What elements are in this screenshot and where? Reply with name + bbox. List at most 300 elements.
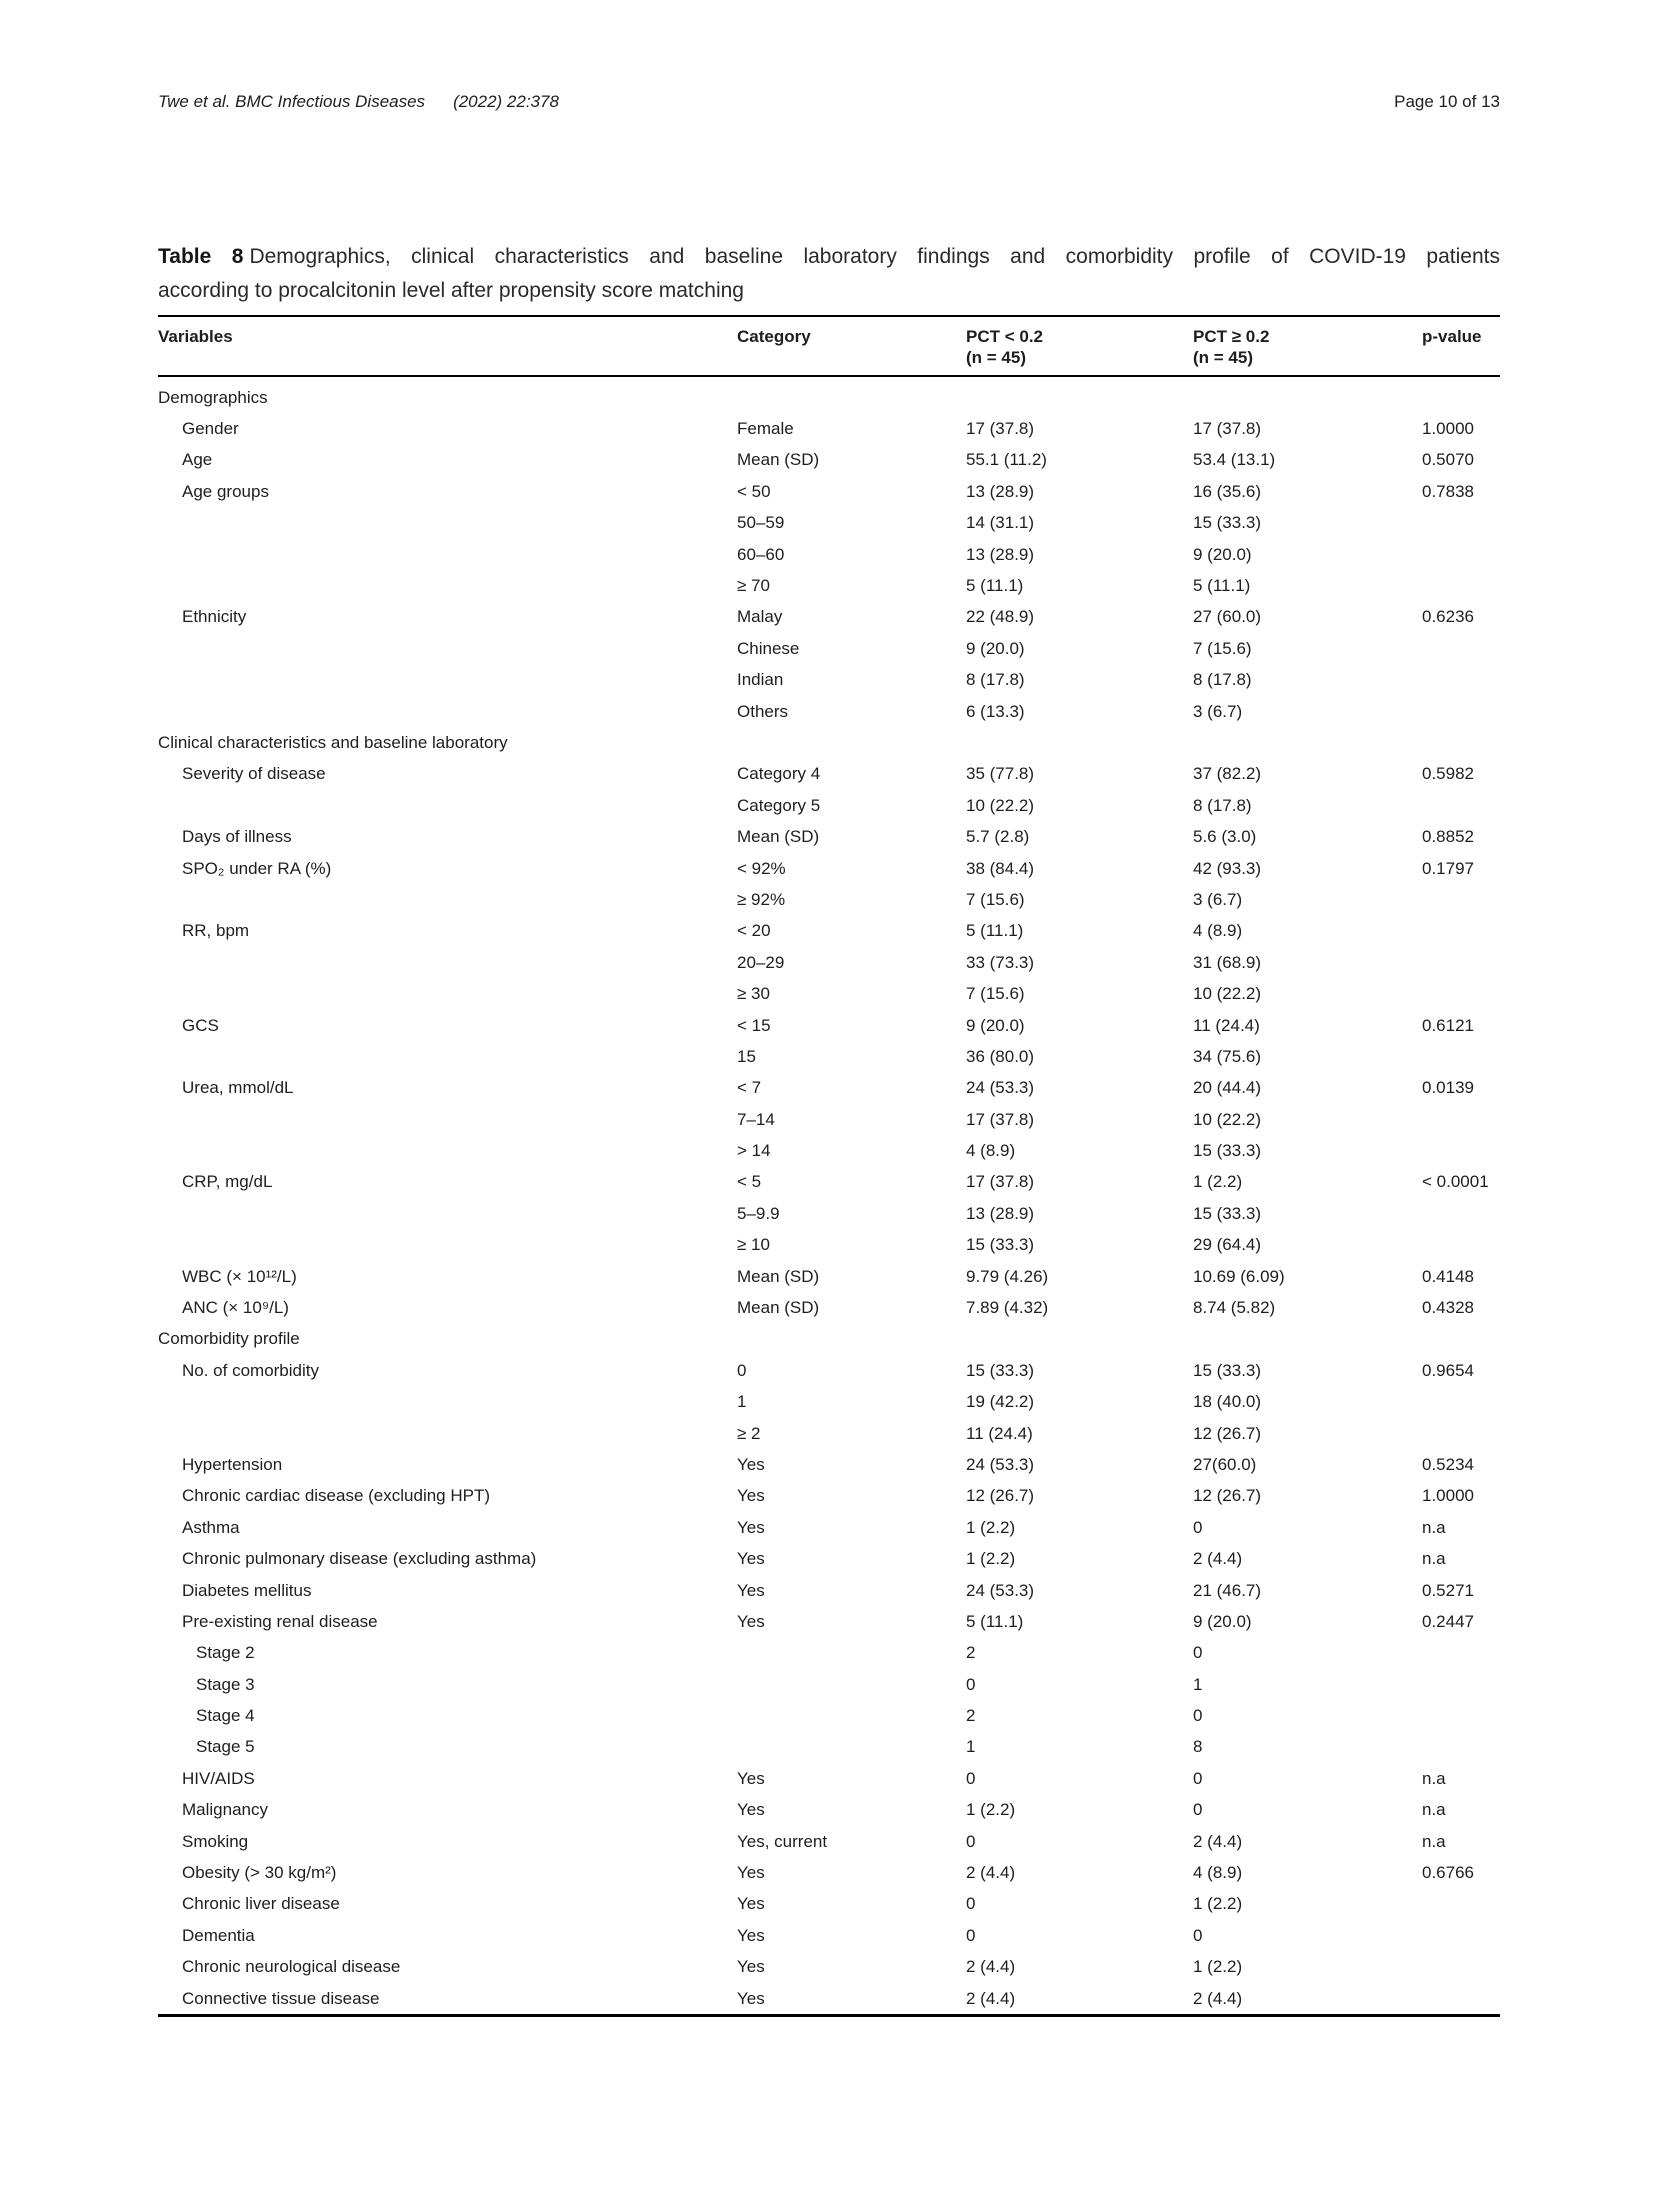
table-row bbox=[158, 1763, 1500, 1794]
section-row bbox=[158, 376, 1500, 413]
pct-high-cell: 0 bbox=[1193, 1517, 1203, 1537]
category-cell: ≥ 30 bbox=[737, 984, 770, 1004]
table-row bbox=[158, 1010, 1500, 1041]
table-label: Table 8 bbox=[158, 245, 244, 268]
variable-cell: Obesity (> 30 kg/m²) bbox=[182, 1863, 337, 1883]
pct-low-cell: 13 (28.9) bbox=[966, 1203, 1035, 1223]
table-row bbox=[158, 790, 1500, 821]
pct-low-cell: 35 (77.8) bbox=[966, 764, 1035, 784]
variable-cell: Diabetes mellitus bbox=[182, 1580, 312, 1600]
pct-low-cell: 8 (17.8) bbox=[966, 670, 1025, 690]
table-row bbox=[158, 1167, 1500, 1198]
table-row bbox=[158, 1983, 1500, 2016]
table-row bbox=[158, 570, 1500, 601]
p-value-cell bbox=[1422, 1669, 1500, 1700]
variable-cell bbox=[158, 1387, 737, 1418]
table-row bbox=[158, 1732, 1500, 1763]
p-value-cell: 0.5982 bbox=[1422, 764, 1474, 784]
table-row bbox=[158, 1952, 1500, 1983]
pct-low-cell: 17 (37.8) bbox=[966, 1109, 1035, 1129]
col-header-pct-low bbox=[966, 316, 1193, 376]
pct-low-cell: 0 bbox=[966, 1674, 976, 1694]
table-row bbox=[158, 1292, 1500, 1323]
variable-cell: RR, bpm bbox=[182, 921, 250, 941]
table-row bbox=[158, 1920, 1500, 1951]
p-value-cell bbox=[1422, 978, 1500, 1009]
pct-high-cell: 34 (75.6) bbox=[1193, 1046, 1262, 1066]
pct-high-cell: 0 bbox=[1193, 1800, 1203, 1820]
pct-high-cell: 27 (60.0) bbox=[1193, 607, 1262, 627]
variable-cell: Pre-existing renal disease bbox=[182, 1611, 378, 1631]
pct-low-cell: 17 (37.8) bbox=[966, 419, 1035, 439]
variable-cell: SPO₂ under RA (%) bbox=[182, 858, 332, 878]
table-row bbox=[158, 539, 1500, 570]
table-row bbox=[158, 1418, 1500, 1449]
category-cell bbox=[737, 1732, 966, 1763]
pct-high-cell: 2 (4.4) bbox=[1193, 1549, 1243, 1569]
col-header-category bbox=[737, 316, 966, 376]
table-row bbox=[158, 602, 1500, 633]
variable-cell: Chronic pulmonary disease (excluding asthma) bbox=[182, 1549, 537, 1569]
pct-low-cell: 38 (84.4) bbox=[966, 858, 1035, 878]
category-cell: Yes bbox=[737, 1800, 765, 1820]
category-cell: < 15 bbox=[737, 1015, 771, 1035]
p-value-cell bbox=[1422, 1732, 1500, 1763]
variable-cell bbox=[158, 1198, 737, 1229]
section-row bbox=[158, 727, 1500, 758]
variable-cell: Severity of disease bbox=[182, 764, 326, 784]
demographics-table bbox=[158, 315, 1500, 2017]
p-value-cell bbox=[1422, 884, 1500, 915]
pct-low-cell: 5 (11.1) bbox=[966, 576, 1024, 596]
table-row bbox=[158, 1449, 1500, 1480]
col-header-title: PCT < 0.2 bbox=[966, 327, 1044, 346]
category-cell: Mean (SD) bbox=[737, 450, 820, 470]
category-cell: < 7 bbox=[737, 1078, 762, 1098]
variable-cell bbox=[158, 696, 737, 727]
category-cell: Yes, current bbox=[737, 1831, 828, 1851]
p-value-cell: 0.9654 bbox=[1422, 1360, 1474, 1380]
pct-high-cell: 15 (33.3) bbox=[1193, 513, 1262, 533]
p-value-cell: n.a bbox=[1422, 1831, 1446, 1851]
table-row bbox=[158, 1261, 1500, 1292]
p-value-cell: < 0.0001 bbox=[1422, 1172, 1489, 1192]
p-value-cell bbox=[1422, 1700, 1500, 1731]
variable-cell: Connective tissue disease bbox=[182, 1988, 380, 2008]
p-value-cell bbox=[1422, 665, 1500, 696]
caption-line-1 bbox=[158, 240, 1500, 274]
p-value-cell bbox=[1422, 1983, 1500, 2016]
pct-high-cell: 15 (33.3) bbox=[1193, 1203, 1262, 1223]
p-value-cell bbox=[1422, 1104, 1500, 1135]
pct-high-cell: 8 (17.8) bbox=[1193, 670, 1252, 690]
p-value-cell: 1.0000 bbox=[1422, 1486, 1474, 1506]
col-header-p-value bbox=[1422, 316, 1500, 376]
table-row bbox=[158, 759, 1500, 790]
pct-low-cell: 2 (4.4) bbox=[966, 1863, 1016, 1883]
table-row bbox=[158, 1481, 1500, 1512]
variable-cell: Ethnicity bbox=[182, 607, 247, 627]
pct-high-cell: 10 (22.2) bbox=[1193, 984, 1262, 1004]
table-row bbox=[158, 1857, 1500, 1888]
p-value-cell: 0.5070 bbox=[1422, 450, 1474, 470]
pct-high-cell: 9 (20.0) bbox=[1193, 544, 1252, 564]
variable-cell: Urea, mmol/dL bbox=[182, 1078, 294, 1098]
pct-high-cell: 12 (26.7) bbox=[1193, 1423, 1262, 1443]
pct-low-cell: 4 (8.9) bbox=[966, 1141, 1016, 1161]
variable-cell: Age bbox=[182, 450, 213, 470]
p-value-cell: 0.8852 bbox=[1422, 827, 1474, 847]
pct-low-cell: 14 (31.1) bbox=[966, 513, 1035, 533]
p-value-cell bbox=[1422, 508, 1500, 539]
pct-high-cell: 0 bbox=[1193, 1768, 1203, 1788]
category-cell bbox=[737, 376, 966, 413]
category-cell: Yes bbox=[737, 1925, 765, 1945]
category-cell: ≥ 2 bbox=[737, 1423, 761, 1443]
variable-cell: ANC (× 10⁹/L) bbox=[182, 1298, 289, 1318]
pct-high-cell: 8.74 (5.82) bbox=[1193, 1298, 1276, 1318]
pct-low-cell: 12 (26.7) bbox=[966, 1486, 1035, 1506]
p-value-cell bbox=[1422, 727, 1500, 758]
table-row bbox=[158, 1104, 1500, 1135]
category-cell: 7–14 bbox=[737, 1109, 775, 1129]
pct-high-cell: 0 bbox=[1193, 1706, 1203, 1726]
variable-cell: Demographics bbox=[158, 387, 268, 407]
pct-high-cell: 4 (8.9) bbox=[1193, 921, 1243, 941]
pct-low-cell: 7 (15.6) bbox=[966, 889, 1025, 909]
table-row bbox=[158, 821, 1500, 852]
variable-cell bbox=[158, 978, 737, 1009]
pct-high-cell: 9 (20.0) bbox=[1193, 1611, 1252, 1631]
p-value-cell: n.a bbox=[1422, 1768, 1446, 1788]
variable-cell: Clinical characteristics and baseline laboratory bbox=[158, 732, 508, 752]
pct-high-cell: 1 (2.2) bbox=[1193, 1894, 1243, 1914]
category-cell: ≥ 10 bbox=[737, 1235, 770, 1255]
table-row bbox=[158, 665, 1500, 696]
table-row bbox=[158, 1355, 1500, 1386]
table-row bbox=[158, 1826, 1500, 1857]
table-row bbox=[158, 1669, 1500, 1700]
category-cell: 20–29 bbox=[737, 952, 785, 972]
pct-low-cell bbox=[966, 1324, 1193, 1355]
category-cell: Female bbox=[737, 419, 794, 439]
category-cell: Yes bbox=[737, 1517, 765, 1537]
variable-cell bbox=[158, 1104, 737, 1135]
p-value-cell bbox=[1422, 539, 1500, 570]
variable-cell: Stage 3 bbox=[196, 1674, 255, 1694]
category-cell: Yes bbox=[737, 1894, 765, 1914]
pct-low-cell: 13 (28.9) bbox=[966, 544, 1035, 564]
table-row bbox=[158, 978, 1500, 1009]
pct-high-cell: 4 (8.9) bbox=[1193, 1863, 1243, 1883]
pct-low-cell: 1 (2.2) bbox=[966, 1549, 1016, 1569]
caption-text-2: according to procalcitonin level after propensity score matching bbox=[158, 279, 744, 302]
pct-high-cell: 42 (93.3) bbox=[1193, 858, 1262, 878]
col-header-title: PCT ≥ 0.2 bbox=[1193, 327, 1270, 346]
category-cell: Category 4 bbox=[737, 764, 821, 784]
pct-high-cell: 53.4 (13.1) bbox=[1193, 450, 1276, 470]
p-value-cell: 1.0000 bbox=[1422, 419, 1474, 439]
pct-low-cell: 36 (80.0) bbox=[966, 1046, 1035, 1066]
pct-low-cell: 13 (28.9) bbox=[966, 481, 1035, 501]
variable-cell bbox=[158, 790, 737, 821]
pct-low-cell: 2 (4.4) bbox=[966, 1957, 1016, 1977]
variable-cell: GCS bbox=[182, 1015, 219, 1035]
pct-high-cell: 21 (46.7) bbox=[1193, 1580, 1262, 1600]
variable-cell: Smoking bbox=[182, 1831, 249, 1851]
p-value-cell bbox=[1422, 696, 1500, 727]
p-value-cell bbox=[1422, 1324, 1500, 1355]
col-header-variables bbox=[158, 316, 737, 376]
pct-high-cell: 2 (4.4) bbox=[1193, 1988, 1243, 2008]
pct-low-cell: 9.79 (4.26) bbox=[966, 1266, 1049, 1286]
pct-high-cell: 29 (64.4) bbox=[1193, 1235, 1262, 1255]
variable-cell: Chronic cardiac disease (excluding HPT) bbox=[182, 1486, 491, 1506]
pct-low-cell: 1 bbox=[966, 1737, 976, 1757]
variable-cell bbox=[158, 539, 737, 570]
category-cell: Indian bbox=[737, 670, 784, 690]
pct-low-cell: 11 (24.4) bbox=[966, 1423, 1033, 1443]
pct-high-cell: 27(60.0) bbox=[1193, 1454, 1257, 1474]
p-value-cell bbox=[1422, 570, 1500, 601]
pct-low-cell: 24 (53.3) bbox=[966, 1454, 1035, 1474]
category-cell: Yes bbox=[737, 1863, 765, 1883]
table-row bbox=[158, 1638, 1500, 1669]
pct-low-cell bbox=[966, 376, 1193, 413]
page-number: Page 10 of 13 bbox=[1394, 92, 1500, 111]
col-header-pct-high bbox=[1193, 316, 1422, 376]
p-value-cell: 0.6121 bbox=[1422, 1015, 1474, 1035]
table-row bbox=[158, 445, 1500, 476]
pct-low-cell: 15 (33.3) bbox=[966, 1360, 1035, 1380]
section-row bbox=[158, 1324, 1500, 1355]
category-cell: > 14 bbox=[737, 1141, 771, 1161]
pct-high-cell: 0 bbox=[1193, 1643, 1203, 1663]
pct-low-cell: 7 (15.6) bbox=[966, 984, 1025, 1004]
category-cell: Yes bbox=[737, 1768, 765, 1788]
pct-high-cell: 3 (6.7) bbox=[1193, 889, 1243, 909]
category-cell: < 92% bbox=[737, 858, 786, 878]
p-value-cell: 0.4148 bbox=[1422, 1266, 1474, 1286]
variable-cell bbox=[158, 570, 737, 601]
p-value-cell: 0.5271 bbox=[1422, 1580, 1474, 1600]
p-value-cell bbox=[1422, 947, 1500, 978]
variable-cell: WBC (× 10¹²/L) bbox=[182, 1266, 297, 1286]
category-cell: < 5 bbox=[737, 1172, 762, 1192]
pct-high-cell: 8 bbox=[1193, 1737, 1203, 1757]
pct-high-cell: 2 (4.4) bbox=[1193, 1831, 1243, 1851]
pct-low-cell: 10 (22.2) bbox=[966, 795, 1035, 815]
variable-cell bbox=[158, 947, 737, 978]
p-value-cell bbox=[1422, 1418, 1500, 1449]
variable-cell bbox=[158, 633, 737, 664]
journal-citation bbox=[158, 92, 559, 112]
variable-cell: Dementia bbox=[182, 1925, 255, 1945]
table-row bbox=[158, 1073, 1500, 1104]
pct-low-cell: 9 (20.0) bbox=[966, 1015, 1025, 1035]
p-value-cell: 0.0139 bbox=[1422, 1078, 1474, 1098]
p-value-cell bbox=[1422, 790, 1500, 821]
variable-cell: No. of comorbidity bbox=[182, 1360, 319, 1380]
p-value-cell: 0.2447 bbox=[1422, 1611, 1474, 1631]
category-cell: Category 5 bbox=[737, 795, 821, 815]
pct-low-cell: 9 (20.0) bbox=[966, 638, 1025, 658]
pct-low-cell: 7.89 (4.32) bbox=[966, 1298, 1049, 1318]
variable-cell bbox=[158, 1230, 737, 1261]
variable-cell: Chronic liver disease bbox=[182, 1894, 340, 1914]
category-cell: ≥ 70 bbox=[737, 576, 770, 596]
pct-high-cell: 8 (17.8) bbox=[1193, 795, 1252, 815]
p-value-cell: 0.6236 bbox=[1422, 607, 1474, 627]
category-cell: Yes bbox=[737, 1988, 765, 2008]
col-header-title: Variables bbox=[158, 327, 233, 346]
table-row bbox=[158, 916, 1500, 947]
table-row bbox=[158, 884, 1500, 915]
pct-low-cell: 0 bbox=[966, 1925, 976, 1945]
table-row bbox=[158, 1700, 1500, 1731]
category-cell: Malay bbox=[737, 607, 783, 627]
category-cell bbox=[737, 1324, 966, 1355]
category-cell: 50–59 bbox=[737, 513, 785, 533]
p-value-cell bbox=[1422, 1952, 1500, 1983]
pct-low-cell: 33 (73.3) bbox=[966, 952, 1035, 972]
p-value-cell bbox=[1422, 376, 1500, 413]
pct-low-cell: 19 (42.2) bbox=[966, 1392, 1035, 1412]
table-row bbox=[158, 947, 1500, 978]
p-value-cell bbox=[1422, 1387, 1500, 1418]
category-cell: Yes bbox=[737, 1611, 765, 1631]
p-value-cell: 0.6766 bbox=[1422, 1863, 1474, 1883]
pct-high-cell bbox=[1193, 1324, 1422, 1355]
pct-high-cell: 1 bbox=[1193, 1674, 1203, 1694]
table-row bbox=[158, 1512, 1500, 1543]
category-cell: 60–60 bbox=[737, 544, 785, 564]
pct-low-cell: 17 (37.8) bbox=[966, 1172, 1035, 1192]
pct-high-cell: 20 (44.4) bbox=[1193, 1078, 1262, 1098]
p-value-cell: 0.1797 bbox=[1422, 858, 1474, 878]
category-cell: Mean (SD) bbox=[737, 1266, 820, 1286]
p-value-cell bbox=[1422, 1920, 1500, 1951]
pct-high-cell: 10 (22.2) bbox=[1193, 1109, 1262, 1129]
pct-high-cell: 7 (15.6) bbox=[1193, 638, 1252, 658]
pct-high-cell bbox=[1193, 727, 1422, 758]
variable-cell: Age groups bbox=[182, 481, 269, 501]
table-row bbox=[158, 1041, 1500, 1072]
pct-low-cell: 24 (53.3) bbox=[966, 1580, 1035, 1600]
category-cell: Yes bbox=[737, 1957, 765, 1977]
pct-high-cell: 1 (2.2) bbox=[1193, 1172, 1243, 1192]
category-cell: Chinese bbox=[737, 638, 800, 658]
caption-text-1: Demographics, clinical characteristics and baseline laboratory findings and comorbidity profile of COVID-19 patients bbox=[249, 245, 1500, 268]
category-cell: < 50 bbox=[737, 481, 771, 501]
pct-high-cell: 17 (37.8) bbox=[1193, 419, 1262, 439]
pct-high-cell: 16 (35.6) bbox=[1193, 481, 1262, 501]
pct-low-cell: 2 bbox=[966, 1643, 976, 1663]
category-cell: Yes bbox=[737, 1580, 765, 1600]
p-value-cell: 0.4328 bbox=[1422, 1298, 1474, 1318]
variable-cell: Malignancy bbox=[182, 1800, 268, 1820]
table-row bbox=[158, 476, 1500, 507]
variable-cell: HIV/AIDS bbox=[182, 1768, 255, 1788]
pct-low-cell: 22 (48.9) bbox=[966, 607, 1035, 627]
table-row bbox=[158, 1606, 1500, 1637]
table-row bbox=[158, 1198, 1500, 1229]
pct-low-cell: 0 bbox=[966, 1768, 976, 1788]
category-cell: Yes bbox=[737, 1486, 765, 1506]
p-value-cell bbox=[1422, 1638, 1500, 1669]
table-row bbox=[158, 1795, 1500, 1826]
pct-low-cell: 2 bbox=[966, 1706, 976, 1726]
variable-cell: Comorbidity profile bbox=[158, 1329, 300, 1349]
pct-low-cell: 0 bbox=[966, 1831, 976, 1851]
category-cell: Yes bbox=[737, 1549, 765, 1569]
pct-high-cell: 5 (11.1) bbox=[1193, 576, 1251, 596]
pct-high-cell: 11 (24.4) bbox=[1193, 1015, 1260, 1035]
category-cell: Yes bbox=[737, 1454, 765, 1474]
p-value-cell: 0.5234 bbox=[1422, 1454, 1474, 1474]
table-row bbox=[158, 1889, 1500, 1920]
variable-cell bbox=[158, 665, 737, 696]
variable-cell: Stage 4 bbox=[196, 1706, 255, 1726]
citation-journal: Twe et al. BMC Infectious Diseases bbox=[158, 92, 426, 111]
pct-low-cell: 24 (53.3) bbox=[966, 1078, 1035, 1098]
table-header-row bbox=[158, 316, 1500, 376]
category-cell: 5–9.9 bbox=[737, 1203, 780, 1223]
variable-cell: Stage 5 bbox=[196, 1737, 255, 1757]
table-row bbox=[158, 853, 1500, 884]
category-cell: Mean (SD) bbox=[737, 827, 820, 847]
category-cell bbox=[737, 1700, 966, 1731]
pct-high-cell: 1 (2.2) bbox=[1193, 1957, 1243, 1977]
page-content bbox=[158, 0, 1500, 2017]
category-cell: Mean (SD) bbox=[737, 1298, 820, 1318]
category-cell bbox=[737, 1669, 966, 1700]
category-cell: 15 bbox=[737, 1046, 756, 1066]
category-cell: 0 bbox=[737, 1360, 747, 1380]
variable-cell: CRP, mg/dL bbox=[182, 1172, 273, 1192]
table-row bbox=[158, 1230, 1500, 1261]
variable-cell: Hypertension bbox=[182, 1454, 283, 1474]
pct-high-cell: 12 (26.7) bbox=[1193, 1486, 1262, 1506]
variable-cell bbox=[158, 1135, 737, 1166]
col-header-subtitle: (n = 45) bbox=[966, 348, 1026, 367]
pct-high-cell: 15 (33.3) bbox=[1193, 1141, 1262, 1161]
table-row bbox=[158, 1135, 1500, 1166]
pct-high-cell bbox=[1193, 376, 1422, 413]
pct-high-cell: 18 (40.0) bbox=[1193, 1392, 1262, 1412]
pct-low-cell: 2 (4.4) bbox=[966, 1988, 1016, 2008]
table-row bbox=[158, 1387, 1500, 1418]
pct-high-cell: 37 (82.2) bbox=[1193, 764, 1262, 784]
pct-low-cell: 5 (11.1) bbox=[966, 1611, 1024, 1631]
col-header-title: Category bbox=[737, 327, 811, 346]
col-header-subtitle: (n = 45) bbox=[1193, 348, 1253, 367]
pct-low-cell bbox=[966, 727, 1193, 758]
variable-cell: Chronic neurological disease bbox=[182, 1957, 401, 1977]
table-row bbox=[158, 1575, 1500, 1606]
category-cell: Others bbox=[737, 701, 789, 721]
p-value-cell bbox=[1422, 916, 1500, 947]
table-row bbox=[158, 696, 1500, 727]
variable-cell: Asthma bbox=[182, 1517, 240, 1537]
pct-low-cell: 1 (2.2) bbox=[966, 1800, 1016, 1820]
p-value-cell bbox=[1422, 633, 1500, 664]
pct-low-cell: 6 (13.3) bbox=[966, 701, 1025, 721]
p-value-cell: n.a bbox=[1422, 1800, 1446, 1820]
table-row bbox=[158, 508, 1500, 539]
pct-low-cell: 5.7 (2.8) bbox=[966, 827, 1030, 847]
p-value-cell: n.a bbox=[1422, 1517, 1446, 1537]
